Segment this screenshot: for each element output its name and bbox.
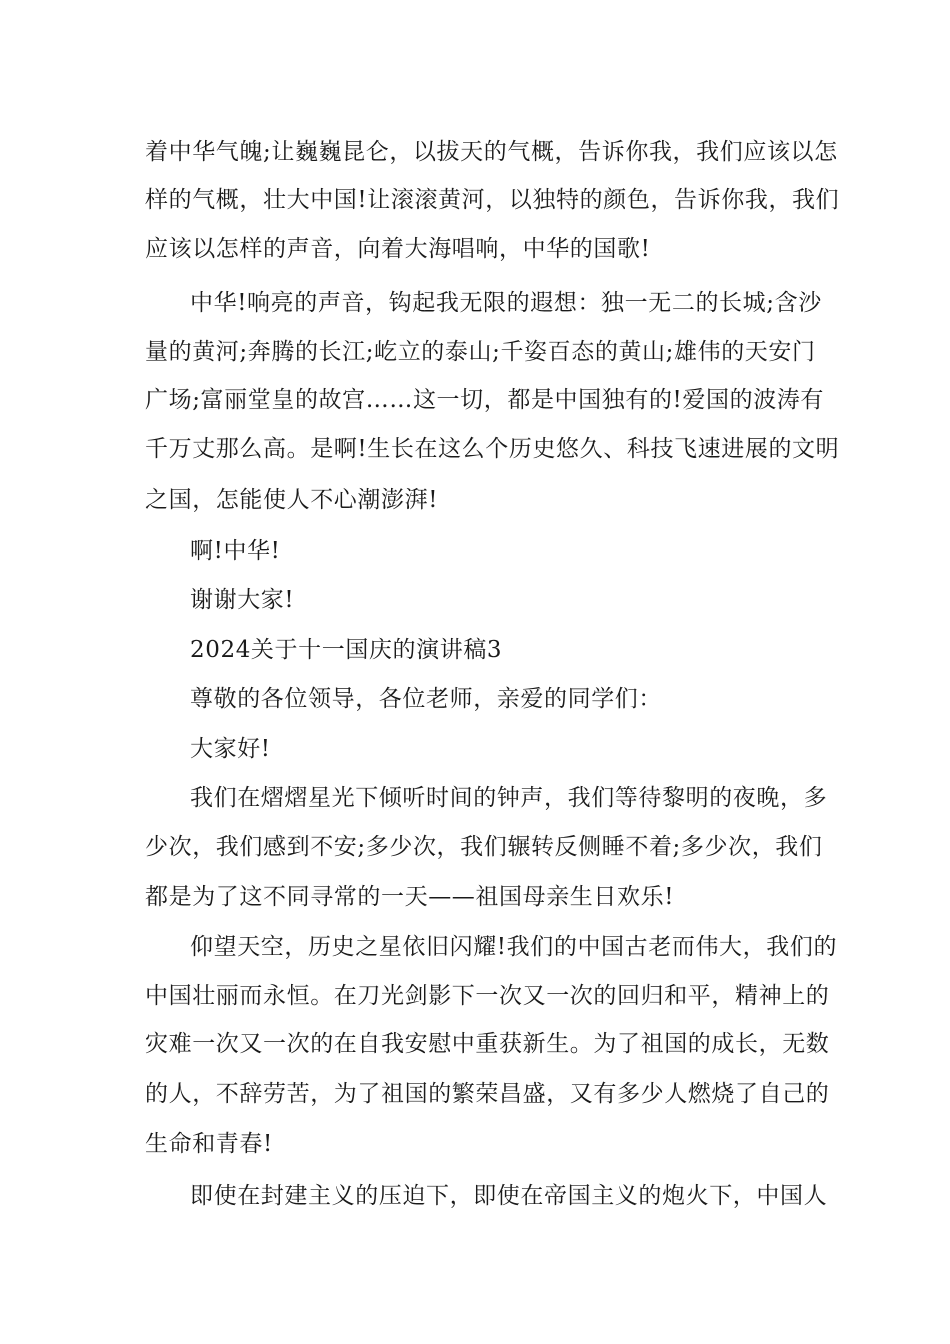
text-line: 的人，不辞劳苦，为了祖国的繁荣昌盛，又有多少人燃烧了自己的 <box>145 1081 830 1107</box>
text-line: 我们在熠熠星光下倾听时间的钟声，我们等待黎明的夜晚，多 <box>190 785 828 811</box>
text-line: 少次，我们感到不安;多少次，我们辗转反侧睡不着;多少次，我们 <box>145 834 823 860</box>
text-line: 千万丈那么高。是啊!生长在这么个历史悠久、科技飞速进展的文明 <box>145 436 840 462</box>
section-heading: 2024关于十一国庆的演讲稿3 <box>190 637 503 663</box>
text-line: 仰望天空，历史之星依旧闪耀!我们的中国古老而伟大，我们的 <box>190 934 838 960</box>
text-line: 尊敬的各位领导，各位老师，亲爱的同学们： <box>190 686 662 712</box>
text-line: 中国壮丽而永恒。在刀光剑影下一次又一次的回归和平，精神上的 <box>145 983 830 1009</box>
text-line: 量的黄河;奔腾的长江;屹立的泰山;千姿百态的黄山;雄伟的天安门 <box>145 339 816 365</box>
text-line: 样的气概，壮大中国!让滚滚黄河，以独特的颜色，告诉你我，我们 <box>145 187 840 213</box>
text-line: 应该以怎样的声音，向着大海唱响，中华的国歌! <box>145 236 651 262</box>
text-line: 即使在封建主义的压迫下，即使在帝国主义的炮火下，中国人 <box>190 1183 828 1209</box>
text-line: 灾难一次又一次的在自我安慰中重获新生。为了祖国的成长，无数 <box>145 1031 830 1057</box>
text-line: 啊!中华! <box>190 538 281 564</box>
text-line: 着中华气魄;让巍巍昆仑，以拔天的气概，告诉你我，我们应该以怎 <box>145 139 838 165</box>
text-line: 广场;富丽堂皇的故宫……这一切，都是中国独有的!爱国的波涛有 <box>145 387 824 413</box>
text-line: 之国，怎能使人不心潮澎湃! <box>145 487 439 513</box>
text-line: 大家好! <box>190 736 271 762</box>
text-line: 生命和青春! <box>145 1131 273 1157</box>
text-line: 都是为了这不同寻常的一天——祖国母亲生日欢乐! <box>145 884 675 910</box>
text-line: 中华!响亮的声音，钩起我无限的遐想：独一无二的长城;含沙 <box>190 290 822 316</box>
text-line: 谢谢大家! <box>190 587 295 613</box>
